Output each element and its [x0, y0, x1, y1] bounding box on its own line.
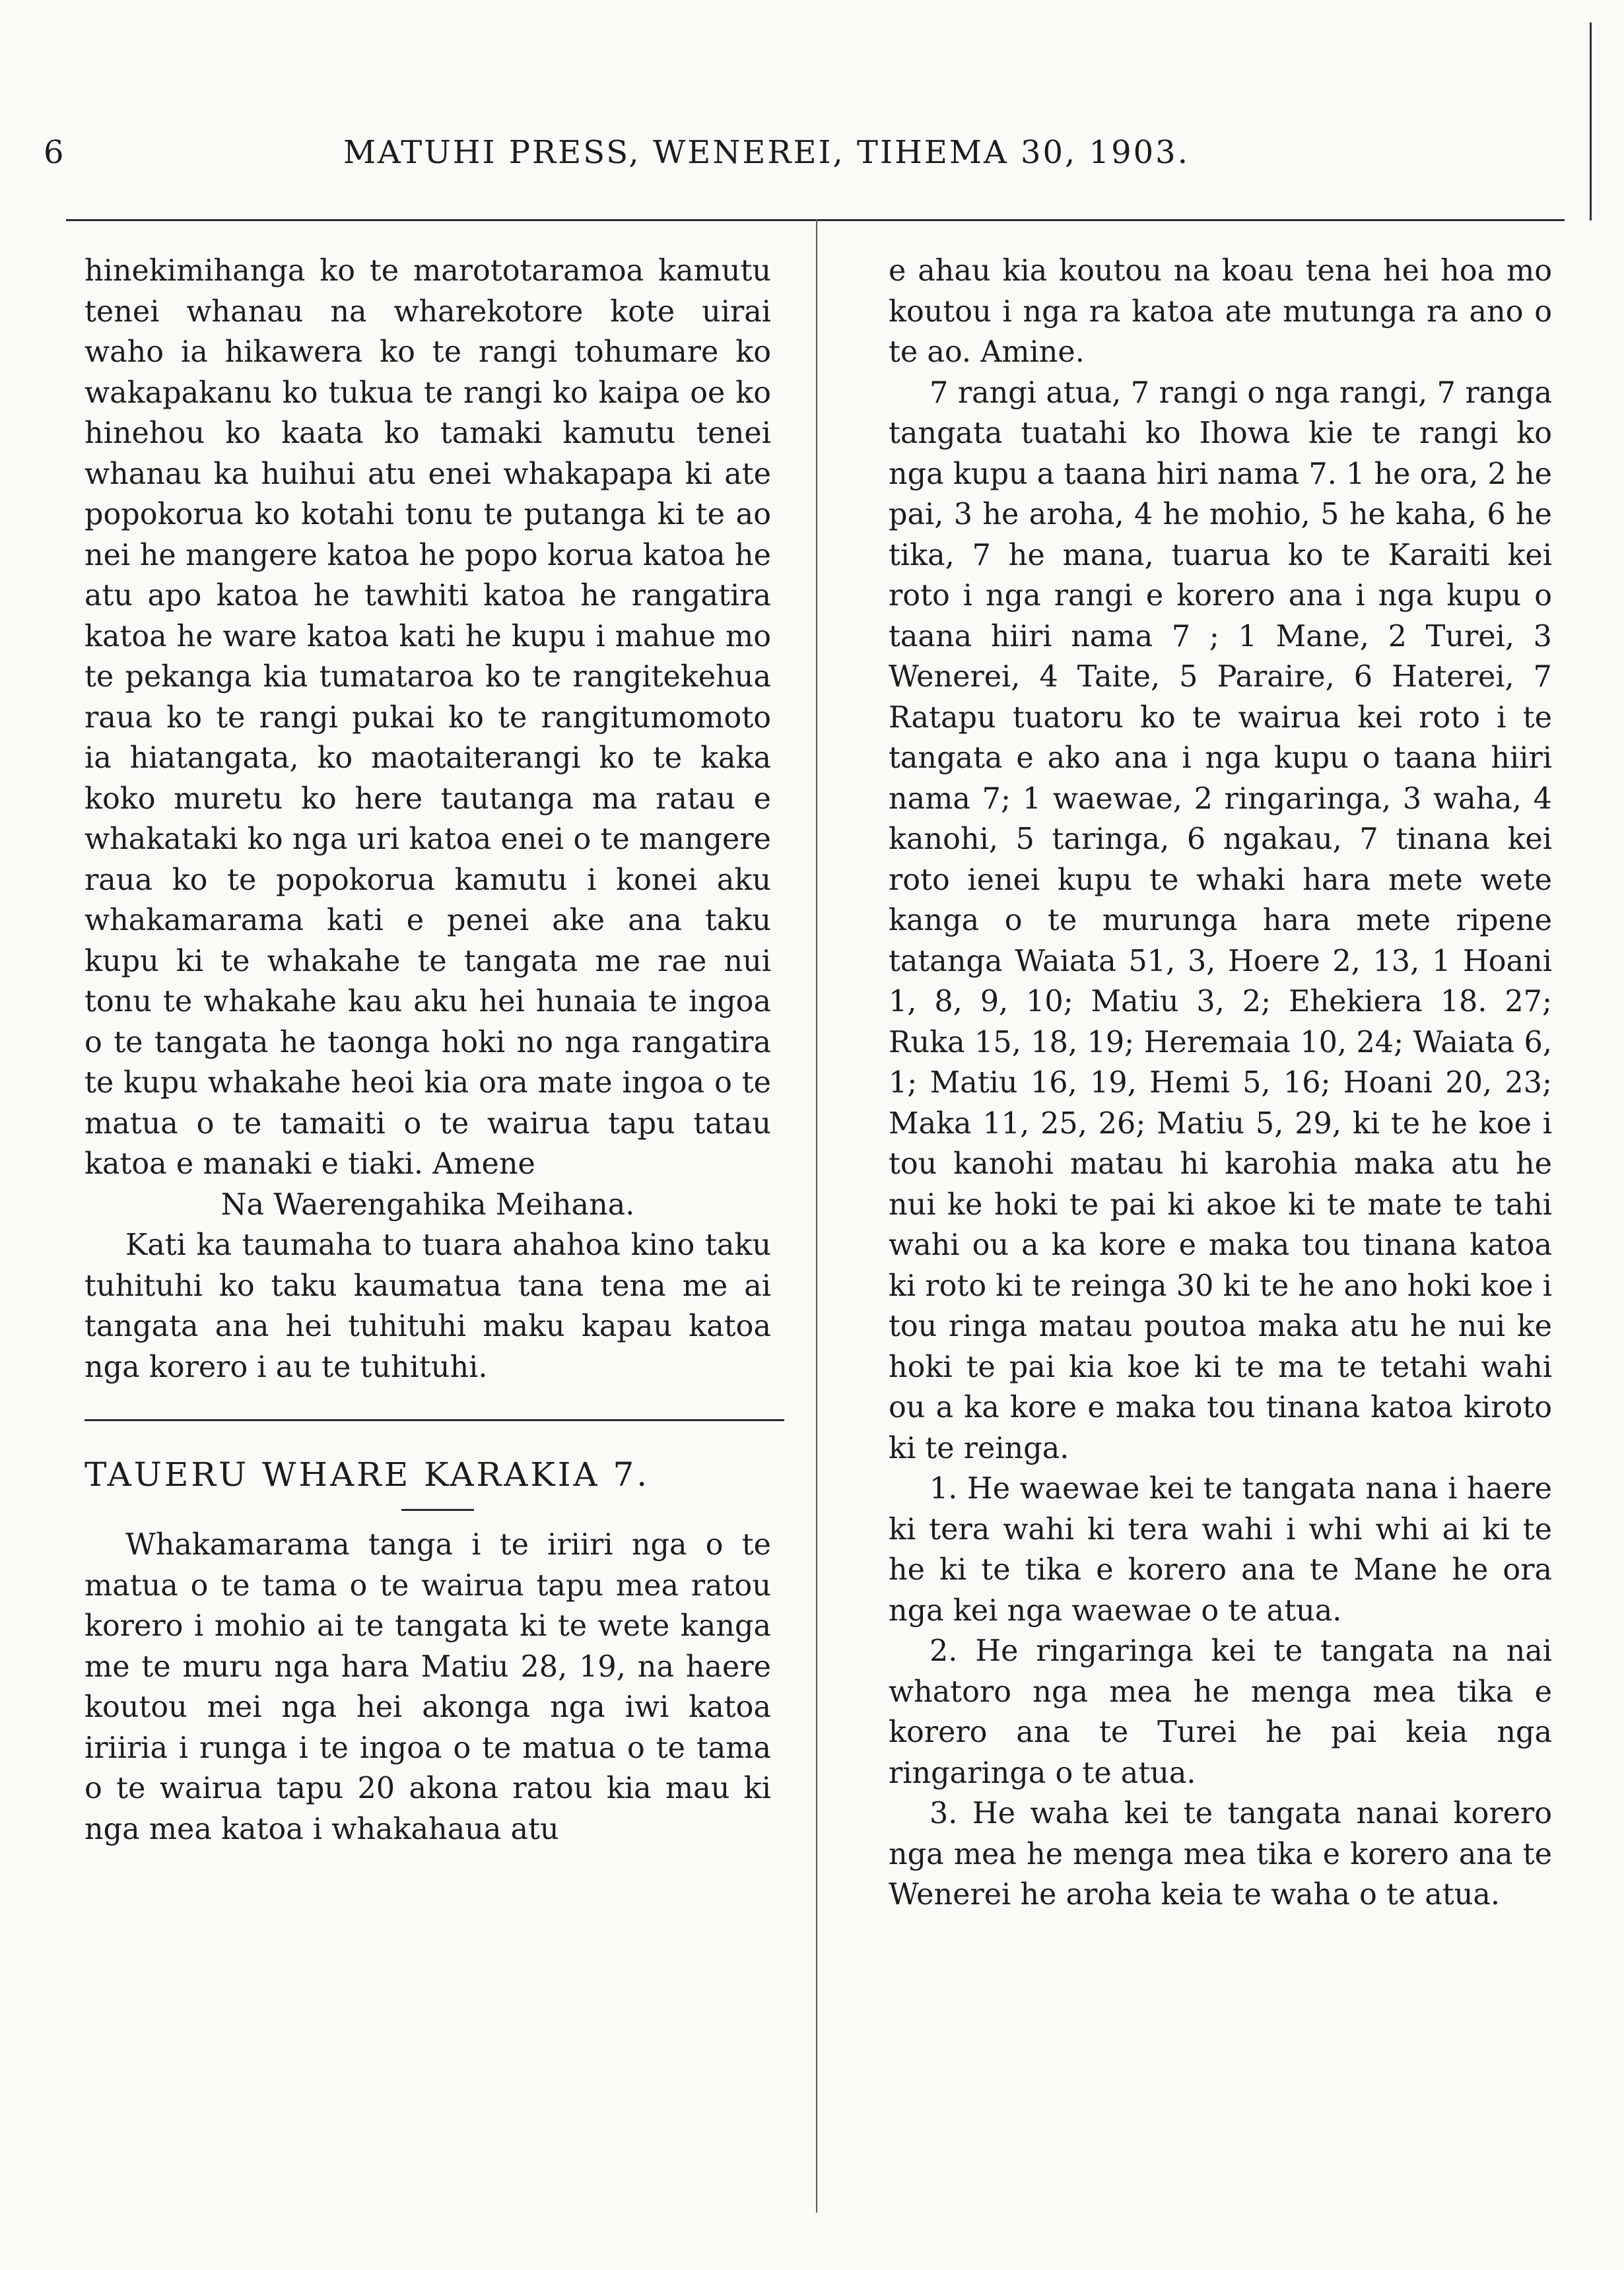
column-rule — [816, 219, 817, 2213]
signature: Na Waerengahika Meihana. — [220, 1187, 635, 1222]
section-rule — [85, 1419, 784, 1421]
right-paragraph-5: 3. He waha kei te tangata nanai korero nga mea he menga mea tika e korero ana te Wenerei he aroha keia te waha o te atua. — [889, 1797, 1552, 1912]
left-paragraph-2: Kati ka taumaha to tuara ahahoa kino taku tuhituhi ko taku kaumatua tana tena me ai tangata ana hei tuhituhi maku kapau katoa nga korero i au te tuhituhi. — [85, 1228, 771, 1384]
page-header — [0, 129, 1624, 176]
left-paragraph-3: Whakamarama tanga i te iriiri nga o te matua o te tama o te wairua tapu mea ratou korero i mohio ai te tangata ki te wete kanga me te muru nga hara Matiu 28, 19, na haere koutou mei nga hei akonga nga iwi katoa iriiria i runga i te ingoa o te matua o te tama o te wairua tapu 20 akona ratou kia mau ki nga mea katoa i whakahaua atu — [85, 1528, 771, 1846]
page-edge-line — [1590, 22, 1592, 220]
right-column — [889, 251, 1552, 1916]
right-paragraph-2: 7 rangi atua, 7 rangi o nga rangi, 7 ranga tangata tuatahi ko Ihowa kie te rangi ko nga kupu a taana hiri nama 7. 1 he ora, 2 he pai, 3 he aroha, 4 he mohio, 5 he kaha, 6 he tika, 7 he mana, tuarua ko te Karaiti kei roto i nga rangi e korero ana i nga kupu o taana hiiri nama 7 ; 1 Mane, 2 Turei, 3 Wenerei, 4 Taite, 5 Paraire, 6 Haterei, 7 Ratapu tuatoru ko te wairua kei roto i te tangata e ako ana i nga kupu o taana hiiri nama 7; 1 waewae, 2 ringaringa, 3 waha, 4 kanohi, 5 taringa, 6 ngakau, 7 tinana kei roto ienei kupu te whaki hara mete wete kanga o te murunga hara mete ripene tatanga Waiata 51, 3, Hoere 2, 13, 1 Hoani 1, 8, 9, 10; Matiu 3, 2; Ehekiera 18. 27; Ruka 15, 18, 19; Heremaia 10, 24; Waiata 6, 1; Matiu 16, 19, Hemi 5, 16; Hoani 20, 23; Maka 11, 25, 26; Matiu 5, 29, ki te he koe i tou kanohi matau hi karohia maka atu he nui ke hoki te pai ki akoe ki te mate te tahi wahi ou a ka kore e maka tou tinana katoa ki roto ki te reinga 30 ki te he ano hoki koe i tou ringa matau poutoa maka atu he nui ke hoki te pai kia koe ki te ma te tetahi wahi ou a ka kore e maka tou tinana katoa kiroto ki te reinga. — [889, 376, 1552, 1465]
section-divider — [85, 1387, 771, 1451]
title-rule — [401, 1509, 474, 1511]
left-paragraph-1: hinekimihanga ko te marototaramoa kamutu tenei whanau na wharekotore kote uirai waho ia hikawera ko te rangi tohumare ko wakapakanu ko tukua te rangi ko kaipa oe ko hinehou ko kaata ko tamaki kamutu tenei whanau ka huihui atu enei whakapapa ki ate popokorua ko kotahi tonu te putanga ki te ao nei he mangere katoa he popo korua katoa he atu apo katoa he tawhiti katoa he rangatira katoa he ware katoa kati he kupu i mahue mo te pekanga kia tumataroa ko te rangitekehua raua ko te rangi pukai ko te rangitumomoto ia hiatangata, ko maotaiterangi ko te kaka koko muretu ko here tautanga ma ratau e whakataki ko nga uri katoa enei o te mangere raua ko te popokorua kamutu i konei aku whakamarama kati e penei ake ana taku kupu ki te whakahe te tangata me rae nui tonu te whakahe kau aku hei hunaia te ingoa o te tangata he taonga hoki no nga rangatira te kupu whakahe heoi kia ora mate ingoa o te matua o te tamaiti o te wairua tapu tatau katoa e manaki e tiaki. Amene — [85, 254, 771, 1181]
running-head: MATUHI PRESS, WENEREI, TIHEMA 30, 1903. — [343, 134, 1190, 171]
left-column — [85, 251, 771, 1850]
right-paragraph-3: 1. He waewae kei te tangata nana i haere ki tera wahi ki tera wahi i whi whi ai ki te he ki te tika e korero ana te Mane he ora nga kei nga waewae o te atua. — [889, 1472, 1552, 1628]
right-paragraph-4: 2. He ringaringa kei te tangata na nai whatoro nga mea he menga mea tika e korero ana te Turei he pai keia nga ringaringa o te atua. — [889, 1634, 1552, 1790]
right-paragraph-1: e ahau kia koutou na koau tena hei hoa mo koutou i nga ra katoa ate mutunga ra ano o te ao. Amine. — [889, 254, 1552, 369]
header-rule — [66, 219, 1565, 221]
title-divider — [85, 1498, 771, 1525]
section-title: TAUERU WHARE KARAKIA 7. — [85, 1455, 650, 1494]
page-number: 6 — [44, 134, 64, 171]
